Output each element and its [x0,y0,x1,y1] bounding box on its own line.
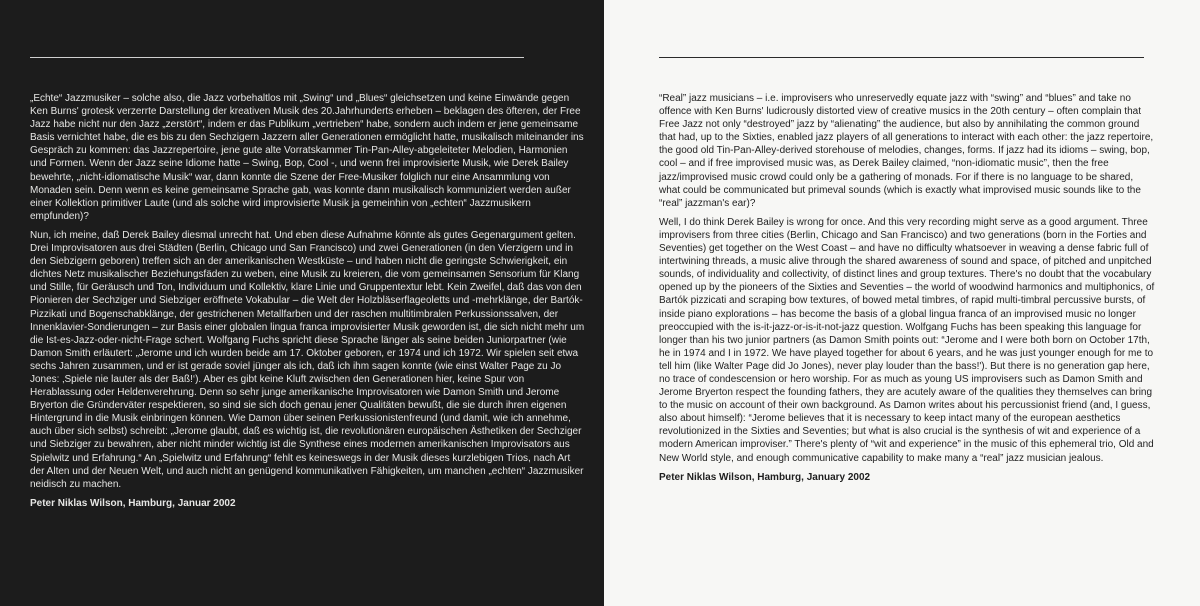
english-signature: Peter Niklas Wilson, Hamburg, January 2002 [659,471,871,483]
german-paragraph-2: Nun, ich meine, daß Derek Bailey diesmal unrecht hat. Und eben diese Aufnahme könnte als gutes Gegenargument gelten. Drei Improvisatoren aus drei Städten (Berlin, Chicago und San Francisco) und zwei Generationen (in den Vierzigern und in den Siebzigern geboren) treffen sich an der amerikanischen Westküste – und haben nicht die geringste Schwierigkeit, ein dichtes Netz musikalischer Beziehungsfäden zu weben, eine Musik zu kreieren, die vom gemeinsamen Sensorium für Klang und Stille, für Geräusch und Ton, Individuum und Kollektiv, klare Linie und Gruppentextur lebt. Kein Zweifel, daß das von den Pionieren der Sechziger und Siebziger eröffnete Vokabular – die Welt der Holzbläserflageoletts und -mehrklänge, der Bartók-Pizzikati und Bogenschabklänge, der gestrichenen Metallfarben und der raschen multitimbralen Perkussionssalven, der Innenklavier-Sondierungen – zur Basis einer globalen lingua franca improvisierter Musik geworden ist, die sich nicht mehr um die Ist-es-Jazz-oder-nicht-Frage schert. Wolfgang Fuchs spricht diese Sprache länger als seine beiden Juniorpartner (wie Damon Smith erläutert: „Jerome und ich wurden beide am 17. Oktober geboren, er 1974 und ich 1972. Wir spielen seit etwa sechs Jahren zusammen, und er ist gerade soviel jünger als ich, daß ich ihm sagen konnte (wie einst Walter Page zu Jo Jones: ‚Spiele nie lauter als der Baß!‘). Aber es gibt keine Kluft zwischen den Generationen hier, keine Spur von Herablassung oder Heldenverehrung. Denn so sehr junge amerikanische Improvisatoren wie Damon Smith und Jerome Bryerton die Gründerväter respektieren, so sind sie sich doch genau jener Qualitäten bewußt, die sie durch ihren eigenen Hintergrund in die Musik einbringen können. Wie Damon über seinen Perkussionistenfreund (und damit, wie ich annehme, auch über sich selbst) schreibt: „Jerome glaubt, daß es wichtig ist, die revolutionären europäischen Ästhetiken der Sechziger und Siebziger zu bewahren, aber nicht minder wichtig ist die Synthese eines modernen amerikanischen Improvisators aus Spielwitz und Erfahrung.“ An „Spielwitz und Erfahrung“ fehlt es keineswegs in der Musik dieses kurzlebigen Trios, nach Art der Alten und der Neuen Welt, und auch nicht an genügend kommunikativen Fähigkeiten, um manchen „echten“ Jazzmusiker neidisch zu machen. [30,229,585,490]
english-page [604,0,1200,606]
german-paragraph-1: „Echte“ Jazzmusiker – solche also, die Jazz vorbehaltlos mit „Swing“ und „Blues“ gleichsetzen und keine Einwände gegen Ken Burns' grotesk verzerrte Darstellung der kreativen Musik des 20.Jahrhunderts erheben – beklagen des öfteren, der Free Jazz habe nicht nur den Jazz „zerstört“, indem er das Publikum „vertrieben“ habe, sondern auch indem er jene gemeinsame Basis vernichtet habe, die es bis zu den Sechzigern Jazzern aller Generationen ermöglicht hatte, musikalisch miteinander ins Gespräch zu kommen: das Jazzrepertoire, jene gute alte Vorratskammer Tin-Pan-Alley-abgeleiteter Melodien, Harmonien und Formen. Wenn der Jazz seine Idiome hatte – Swing, Bop, Cool -, und wenn frei improvisierte Musik, wie Derek Bailey bewehrte, „nicht-idiomatische Musik“ war, dann konnte die Szene der Free-Musiker folglich nur eine Ansammlung von Monaden sein. Denn wenn es keine gemeinsame Sprache gab, was konnte dann musikalisch kommuniziert werden außer einer Kollektion primitiver Laute (und als solche wird improvisierte Musik ja gemeinhin von „echten“ Jazzmusikern empfunden)? [30,93,584,222]
top-rule [30,57,524,58]
english-paragraph-1: “Real” jazz musicians – i.e. improvisers who unreservedly equate jazz with “swing” and “blues” and take no offence with Ken Burns' ludicrously distorted view of creative musics in the 20th century – often complain that Free Jazz not only “destroyed” jazz by “alienating” the audience, but also by annihilating the common ground that had, up to the Sixties, enabled jazz players of all generations to interact with each other: the jazz repertoire, the good old Tin-Pan-Alley-derived storehouse of melodies, changes, forms. If jazz had its idioms – swing, bop, cool – and if free improvised music was, as Derek Bailey claimed, “non-idiomatic music”, then the free jazz/improvised music crowd could only be a gathering of monads. For if there is no language to be shared, what could be communicated but primeval sounds (which is exactly what improvised music sounds like to the “real” jazzman's ear)? [659,93,1154,209]
english-paragraph-2: Well, I do think Derek Bailey is wrong for once. And this very recording might serve as a good argument. Three improvisers from three cities (Berlin, Chicago and San Francisco) and two generations (born in the Forties and Seventies) get together on the West Coast – and have no difficulty whatsoever in weaving a dense fabric full of intertwining threads, a music alive through the shared awareness of sound and space, of pitched and unpitched sounds, of individuality and collectivity, of distinct lines and group textures. There's no doubt that the vocabulary opened up by the pioneers of the Sixties and Seventies – the world of woodwind harmonics and multiphonics, of Bartók pizzicati and scraping bow textures, of bowed metal timbres, of rapid multi-timbral percussive bursts, of inside piano explorations – has become the basis of a global lingua franca of an improvised music no longer preoccupied with the is-it-jazz-or-is-it-not-jazz question. Wolfgang Fuchs has been speaking this language for longer than his two junior partners (as Damon Smith points out: “Jerome and I were both born on October 17th, he in 1974 and I in 1972. We have played together for about 6 years, and he was just younger enough for me to tell him (like Walter Page did Jo Jones), never play louder than the bass!'). But there is no generation gap here, no trace of condescension or hero worship. For as much as young US improvisers such as Damon Smith and Jerome Bryerton respect the founding fathers, they are acutely aware of the qualities they themselves can bring to the music on account of their own background. As Damon writes about his percussionist friend (and, I guess, also about himself): “Jerome believes that it is necessary to keep intact many of the european aesthetics revolutionized in the Sixties and Seventies; but what is also crucial is the synthesis of wit and experience of a modern American improviser.” There's plenty of “wit and experience” in the music of this ephemeral trio, Old and New World style, and enough communicative capability to make many a “real” jazz musician jealous. [659,216,1155,464]
german-signature: Peter Niklas Wilson, Hamburg, Januar 2002 [30,497,236,509]
german-text-column [30,92,586,516]
top-rule [659,57,1144,58]
english-text-column [659,92,1157,490]
